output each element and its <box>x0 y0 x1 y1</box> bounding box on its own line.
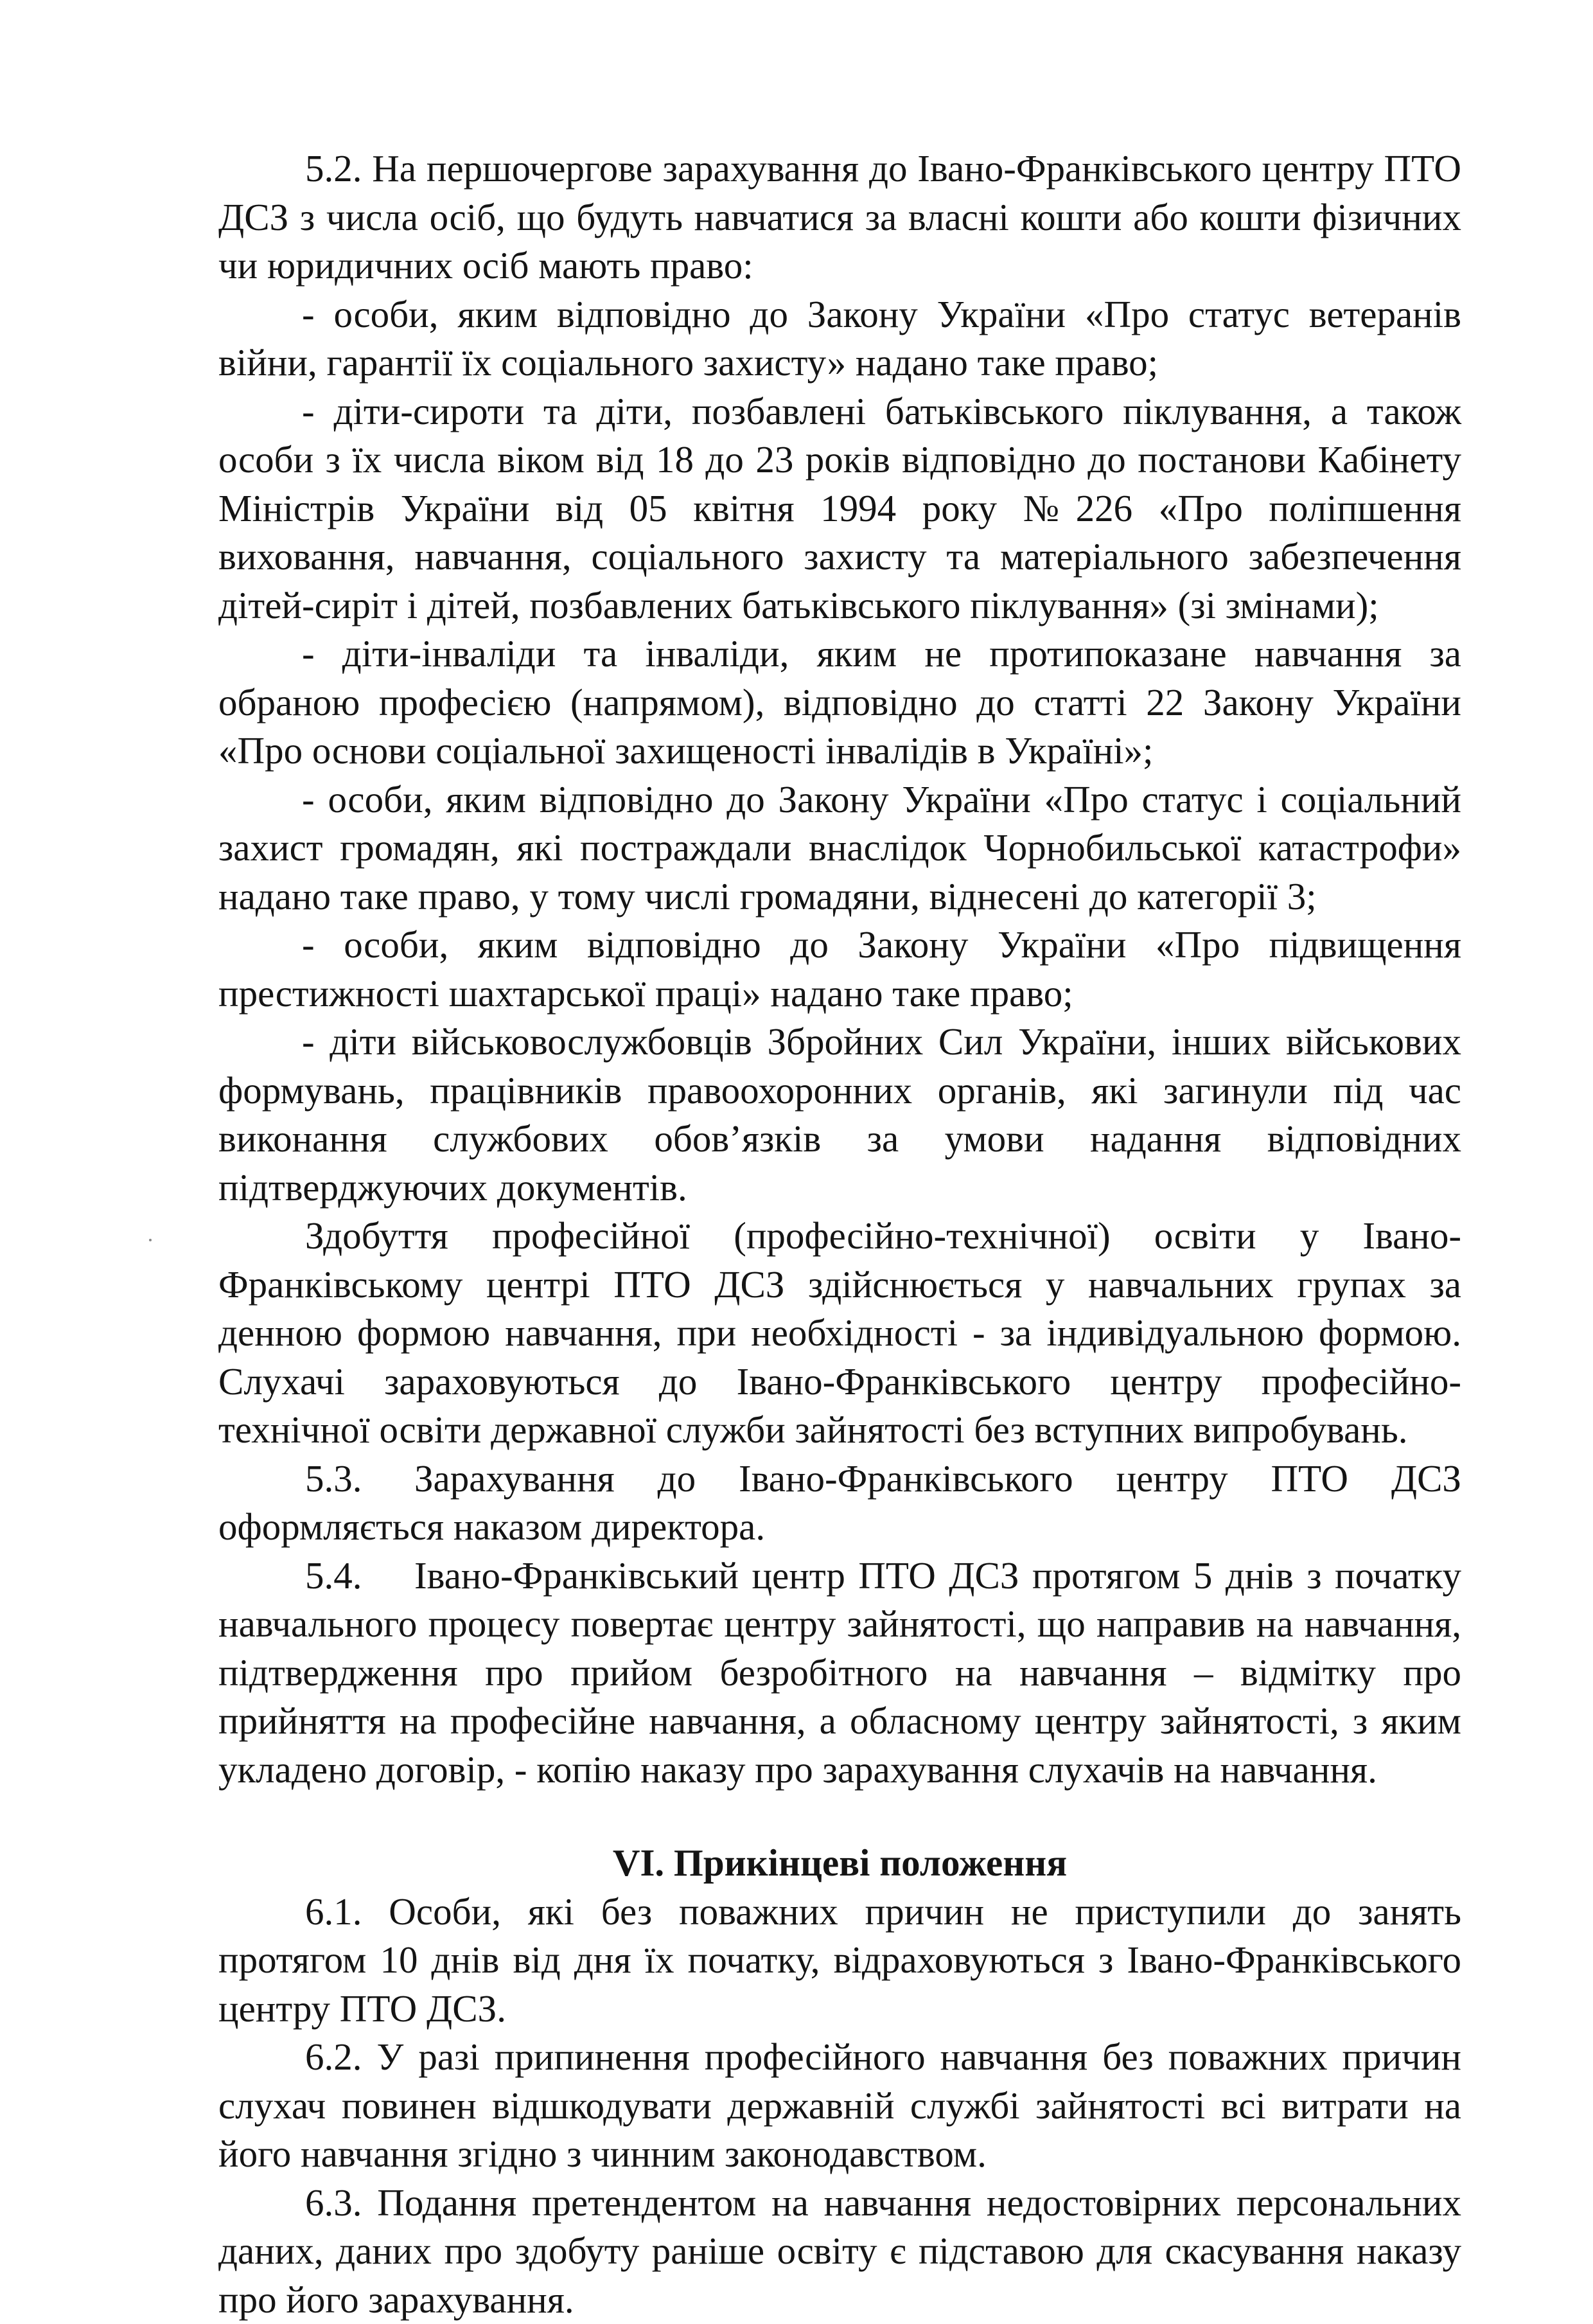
section-heading: VI. Прикінцеві положення <box>218 1839 1461 1888</box>
list-item: - особи, яким відповідно до Закону України «Про підвищення престижності шахтарської праці» надано таке право; <box>218 921 1461 1018</box>
clause-text: Івано-Франківський центр ПТО ДСЗ протягом 5 днів з початку навчального процесу повертає центру зайнятості, що направив на навчання, підтвердження про прийом безробітного на навчання – відмітку про прийняття на професійне навчання, а обласному центру зайнятості, з яким укладено договір, - копію наказу про зарахування слухачів на навчання. <box>218 1554 1461 1791</box>
clause-6-1: 6.1. Особи, які без поважних причин не приступили до занять протягом 10 днів від дня їх початку, відраховуються з Івано-Франківського центру ПТО ДСЗ. <box>218 1888 1461 2034</box>
clause-5-4 <box>218 1552 1461 1795</box>
list-item: - особи, яким відповідно до Закону України «Про статус ветеранів війни, гарантії їх соціального захисту» надано таке право; <box>218 290 1461 387</box>
list-item: - особи, яким відповідно до Закону України «Про статус і соціальний захист громадян, які постраждали внаслідок Чорнобильської катастрофи» надано таке право, у тому числі громадяни, віднесені до категорії 3; <box>218 776 1461 921</box>
clause-5-3 <box>218 1455 1461 1552</box>
clause-6-2: 6.2. У разі припинення професійного навчання без поважних причин слухач повинен відшкодувати державній службі зайнятості всі витрати на його навчання згідно з чинним законодавством. <box>218 2033 1461 2179</box>
clause-6-3: 6.3. Подання претендентом на навчання недостовірних персональних даних, даних про здобуту раніше освіту є підставою для скасування наказу про його зарахування. <box>218 2179 1461 2324</box>
clause-number: 5.3. <box>305 1455 414 1504</box>
document-body <box>218 145 1461 2324</box>
list-item: - діти-інваліди та інваліди, яким не протипоказане навчання за обраною професією (напрямом), відповідно до статті 22 Закону України «Про основи соціальної захищеності інвалідів в Україні»; <box>218 630 1461 776</box>
clause-number: 5.4. <box>305 1552 414 1601</box>
clause-text: Зарахування до Івано-Франківського центру ПТО ДСЗ оформляється наказом директора. <box>218 1457 1461 1548</box>
list-item: - діти-сироти та діти, позбавлені батьківського піклування, а також особи з їх числа віком від 18 до 23 років відповідно до постанови Кабінету Міністрів України від 05 квітня 1994 року №226 «Про поліпшення виховання, навчання, соціального захисту та матеріального забезпечення дітей-сиріт і дітей, позбавлених батьківського піклування» (зі змінами); <box>218 387 1461 630</box>
education-paragraph: Здобуття професійної (професійно-технічної) освіти у Івано-Франківському центрі ПТО ДСЗ здійснюється у навчальних групах за денною формою навчання, при необхідності - за індивідуальною формою. Слухачі зараховуються до Івано-Франківського центру професійно-технічної освіти державної служби зайнятості без вступних випробувань. <box>218 1212 1461 1455</box>
scan-speck <box>149 1239 152 1241</box>
list-item: - діти військовослужбовців Збройних Сил України, інших військових формувань, працівників правоохоронних органів, які загинули під час виконання службових обов’язків за умови надання відповідних підтверджуючих документів. <box>218 1018 1461 1212</box>
clause-5-2: 5.2. На першочергове зарахування до Івано-Франківського центру ПТО ДСЗ з числа осіб, що будуть навчатися за власні кошти або кошти фізичних чи юридичних осіб мають право: <box>218 145 1461 290</box>
